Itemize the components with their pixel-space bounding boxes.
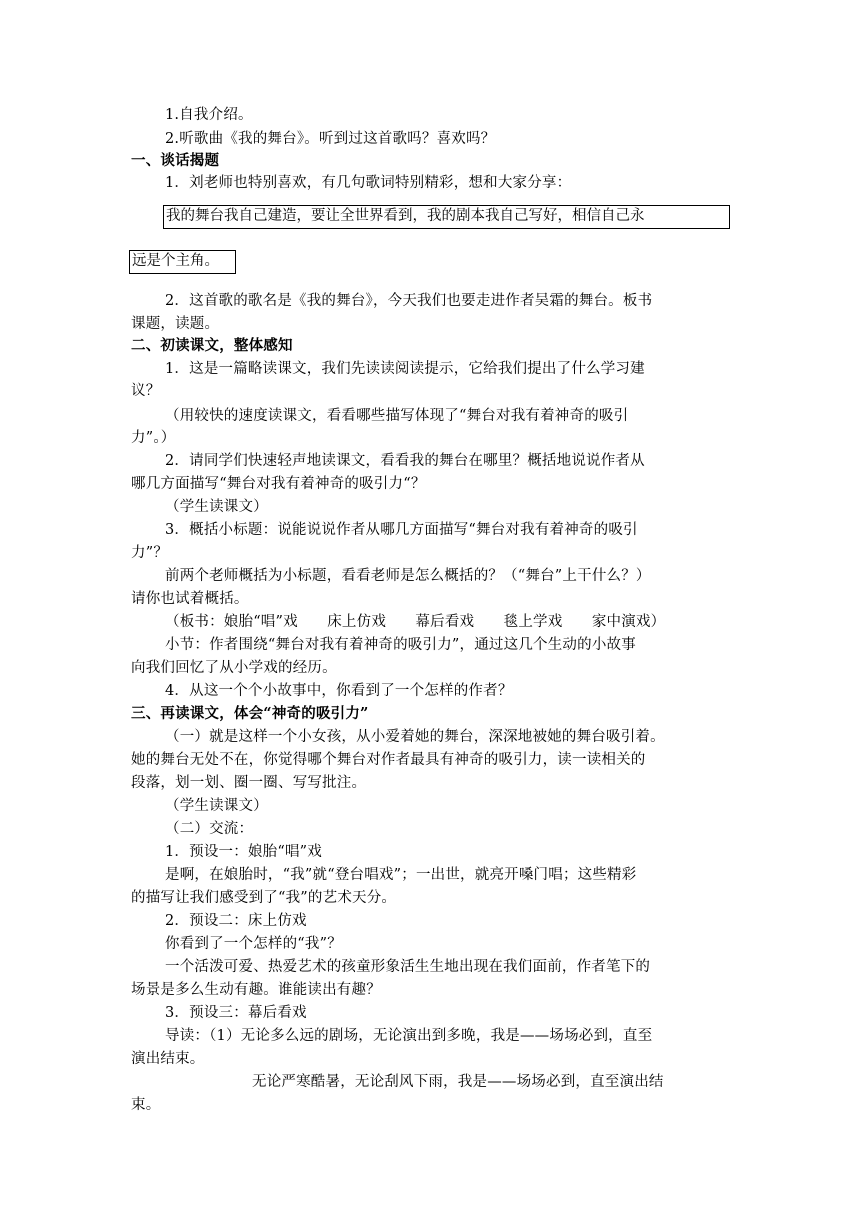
paragraph: 导读：（1）无论多么远的剧场，无论演出到多晚，我是——场场必到，直至 bbox=[165, 1028, 653, 1044]
paragraph: 的描写让我们感受到了“我”的艺术天分。 bbox=[131, 890, 397, 906]
section-heading-2: 二、初读课文，整体感知 bbox=[131, 337, 293, 354]
section-heading-1: 一、谈话揭题 bbox=[131, 152, 220, 169]
paragraph: 2．预设二：床上仿戏 bbox=[165, 913, 307, 929]
paragraph: 2．这首歌的歌名是《我的舞台》，今天我们也要走进作者吴霜的舞台。板书 bbox=[165, 293, 653, 309]
paragraph: 小节：作者围绕“舞台对我有着神奇的吸引力”，通过这几个生动的小故事 bbox=[165, 637, 636, 653]
intro-item-2: 2.听歌曲《我的舞台》。听到过这首歌吗？喜欢吗？ bbox=[165, 131, 496, 147]
paragraph: 段落，划一划、圈一圈、写写批注。 bbox=[131, 775, 367, 791]
paragraph: 力”？ bbox=[131, 545, 169, 561]
paragraph: 3．预设三：幕后看戏 bbox=[165, 1005, 307, 1021]
paragraph: 1．这是一篇略读课文，我们先读读阅读提示，它给我们提出了什么学习建 bbox=[165, 361, 645, 377]
paragraph: 前两个老师概括为小标题，看看老师是怎么概括的？（“舞台”上干什么？） bbox=[165, 568, 651, 584]
paragraph: 1．预设一：娘胎“唱”戏 bbox=[165, 844, 322, 860]
paragraph: 是啊，在娘胎时，“我”就“登台唱戏”；一出世，就亮开嗓门唱；这些精彩 bbox=[165, 867, 637, 883]
paragraph: 无论严寒酷暑，无论刮风下雨，我是——场场必到，直至演出结 bbox=[252, 1074, 664, 1090]
paragraph: 一个活泼可爱、热爱艺术的孩童形象活生生地出现在我们面前，作者笔下的 bbox=[165, 959, 651, 975]
paragraph: 哪几方面描写“舞台对我有着神奇的吸引力“？ bbox=[131, 476, 426, 492]
paragraph: 课题，读题。 bbox=[131, 316, 220, 332]
paragraph: 议？ bbox=[131, 383, 161, 399]
paragraph: 向我们回忆了从小学戏的经历。 bbox=[131, 660, 337, 676]
paragraph: 她的舞台无处不在，你觉得哪个舞台对作者最具有神奇的吸引力，读一读相关的 bbox=[131, 752, 646, 768]
board-writing: （板书：娘胎“唱”戏 床上仿戏 幕后看戏 毯上学戏 家中演戏） bbox=[165, 614, 666, 630]
paragraph: 你看到了一个怎样的“我”？ bbox=[165, 936, 342, 952]
paragraph: （二）交流： bbox=[165, 821, 254, 837]
lyrics-box-line-2: 远是个主角。 bbox=[129, 250, 236, 274]
paragraph: 2．请同学们快速轻声地读课文，看看我的舞台在哪里？概括地说说作者从 bbox=[165, 453, 645, 469]
paragraph: 场景是多么生动有趣。谁能读出有趣？ bbox=[131, 982, 381, 998]
paragraph: 请你也试着概括。 bbox=[131, 591, 249, 607]
intro-item-1: 1.自我介绍。 bbox=[165, 107, 253, 123]
paragraph: （学生读课文） bbox=[165, 499, 268, 515]
paragraph: 演出结束。 bbox=[131, 1051, 205, 1067]
paragraph: （学生读课文） bbox=[165, 798, 268, 814]
paragraph: 3．概括小标题：说能说说作者从哪几方面描写“舞台对我有着神奇的吸引 bbox=[165, 522, 638, 538]
paragraph: 力”。） bbox=[131, 430, 176, 446]
paragraph: 束。 bbox=[131, 1097, 161, 1113]
paragraph: （一）就是这样一个小女孩，从小爱着她的舞台，深深地被她的舞台吸引着。 bbox=[165, 729, 665, 745]
paragraph: （用较快的速度读课文，看看哪些描写体现了“舞台对我有着神奇的吸引 bbox=[165, 408, 629, 424]
paragraph: 4．从这一个个小故事中，你看到了一个怎样的作者？ bbox=[165, 683, 513, 699]
paragraph: 1．刘老师也特别喜欢，有几句歌词特别精彩，想和大家分享： bbox=[165, 175, 572, 191]
section-heading-3: 三、再读课文，体会“神奇的吸引力” bbox=[131, 705, 369, 722]
lyrics-box-line-1: 我的舞台我自己建造，要让全世界看到，我的剧本我自己写好，相信自己永 bbox=[163, 205, 730, 229]
